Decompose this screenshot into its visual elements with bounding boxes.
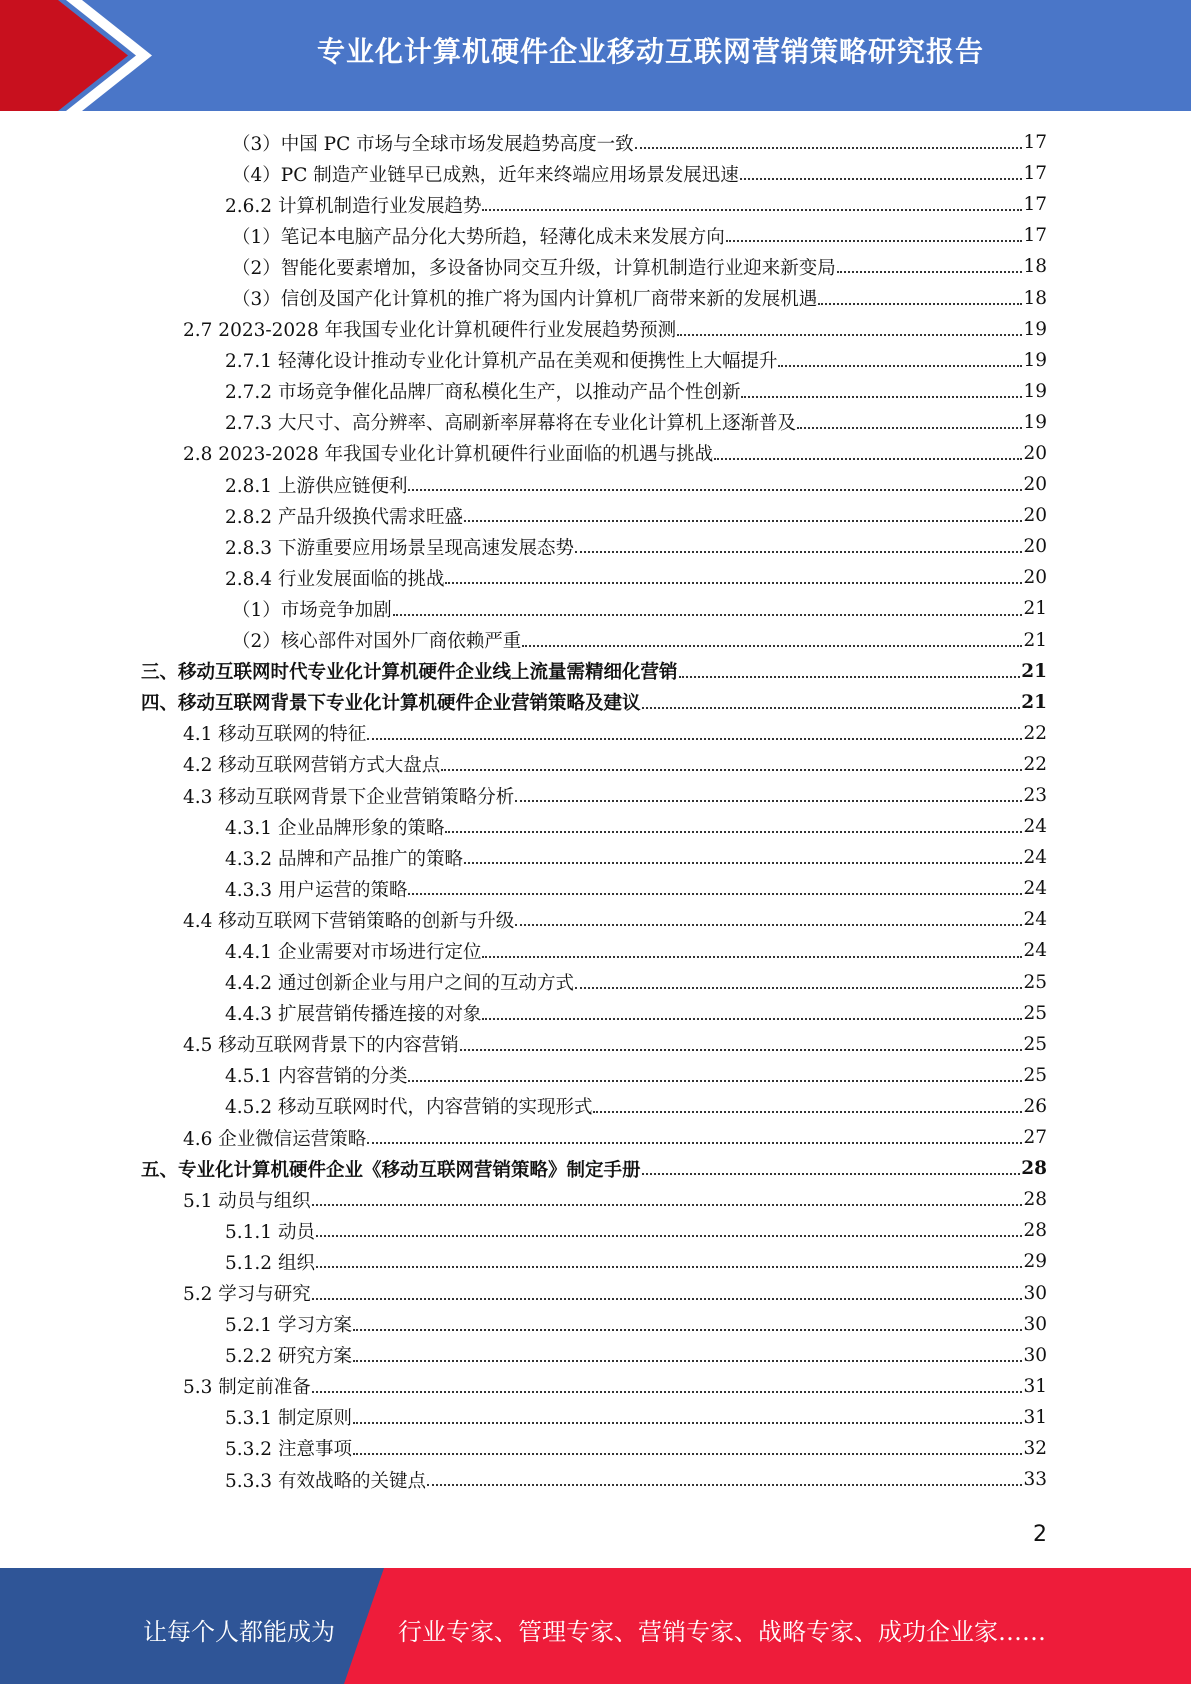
- toc-entry-title: 4.2 移动互联网营销方式大盘点: [183, 755, 441, 777]
- toc-entry[interactable]: [0, 407, 1191, 438]
- toc-entry[interactable]: [0, 1340, 1191, 1371]
- toc-dot-leader: [312, 1297, 1023, 1300]
- toc-dot-leader: [677, 333, 1022, 336]
- toc-entry[interactable]: [0, 593, 1191, 624]
- toc-entry[interactable]: [0, 1215, 1191, 1246]
- toc-entry-title: 4.3.1 企业品牌形象的策略: [225, 817, 445, 839]
- toc-entry-page: 18: [1023, 256, 1047, 278]
- toc-dot-leader: [837, 270, 1023, 273]
- toc-entry-page: 17: [1023, 225, 1047, 247]
- toc-entry-page: 24: [1023, 878, 1047, 900]
- toc-dot-leader: [445, 830, 1022, 833]
- toc-entry-page: 17: [1023, 163, 1047, 185]
- toc-entry[interactable]: [0, 345, 1191, 376]
- toc-dot-leader: [482, 1017, 1022, 1020]
- toc-entry-page: 21: [1023, 629, 1047, 651]
- toc-entry[interactable]: [0, 220, 1191, 251]
- toc-entry-title: 2.6.2 计算机制造行业发展趋势: [225, 195, 482, 217]
- toc-entry[interactable]: [0, 1153, 1191, 1184]
- toc-entry-page: 23: [1023, 785, 1047, 807]
- toc-entry[interactable]: [0, 469, 1191, 500]
- toc-entry-title: 4.3.2 品牌和产品推广的策略: [225, 848, 463, 870]
- toc-entry[interactable]: [0, 1309, 1191, 1340]
- toc-entry-title: 4.3 移动互联网背景下企业营销策略分析: [183, 786, 515, 808]
- toc-entry-title: 2.7.1 轻薄化设计推动专业化计算机产品在美观和便携性上大幅提升: [225, 351, 778, 373]
- toc-entry-title: 4.5 移动互联网背景下的内容营销: [183, 1035, 459, 1057]
- toc-dot-leader: [441, 768, 1022, 771]
- toc-dot-leader: [482, 208, 1022, 211]
- toc-dot-leader: [740, 177, 1023, 180]
- header-title: 专业化计算机硬件企业移动互联网营销策略研究报告: [316, 35, 984, 68]
- toc-dot-leader: [464, 519, 1022, 522]
- toc-entry[interactable]: [0, 251, 1191, 282]
- toc-entry[interactable]: [0, 780, 1191, 811]
- toc-dot-leader: [818, 302, 1022, 305]
- toc-dot-leader: [353, 1328, 1023, 1331]
- toc-entry-title: 4.5.2 移动互联网时代，内容营销的实现形式: [225, 1097, 593, 1119]
- toc-dot-leader: [408, 1079, 1022, 1082]
- toc-entry[interactable]: [0, 1371, 1191, 1402]
- toc-entry-title: （4）PC 制造产业链早已成熟，近年来终端应用场景发展迅速: [232, 164, 739, 186]
- toc-entry-page: 24: [1023, 847, 1047, 869]
- toc-entry-title: （1）市场竞争加剧: [232, 599, 392, 621]
- toc-entry[interactable]: [0, 873, 1191, 904]
- toc-entry-page: 20: [1023, 536, 1047, 558]
- toc-entry-title: 2.8 2023-2028 年我国专业化计算机硬件行业面临的机遇与挑战: [183, 444, 714, 466]
- toc-entry-title: 2.8.2 产品升级换代需求旺盛: [225, 506, 463, 528]
- toc-dot-leader: [367, 737, 1022, 740]
- toc-dot-leader: [515, 923, 1022, 926]
- toc-entry[interactable]: [0, 1464, 1191, 1495]
- toc-entry-title: 5.2.2 研究方案: [225, 1346, 352, 1368]
- toc-entry-title: （3）中国 PC 市场与全球市场发展趋势高度一致: [232, 133, 634, 155]
- toc-entry-page: 21: [1023, 598, 1047, 620]
- toc-entry-title: 2.8.1 上游供应链便利: [225, 475, 408, 497]
- toc-entry-page: 25: [1023, 971, 1047, 993]
- toc-entry-page: 28: [1023, 1220, 1047, 1242]
- toc-entry-title: 4.4 移动互联网下营销策略的创新与升级: [183, 910, 515, 932]
- toc-entry[interactable]: [0, 967, 1191, 998]
- toc-entry-title: 4.3.3 用户运营的策略: [225, 879, 408, 901]
- toc-entry-page: 21: [1021, 691, 1047, 713]
- toc-entry-title: 5.2.1 学习方案: [225, 1315, 352, 1337]
- toc-entry-page: 30: [1023, 1313, 1047, 1335]
- toc-entry-page: 27: [1023, 1127, 1047, 1149]
- toc-dot-leader: [741, 395, 1022, 398]
- toc-entry-page: 19: [1023, 411, 1047, 433]
- toc-entry[interactable]: [0, 127, 1191, 158]
- toc-dot-leader: [393, 613, 1023, 616]
- toc-dot-leader: [482, 955, 1022, 958]
- toc-dot-leader: [575, 986, 1022, 989]
- toc-entry[interactable]: [0, 1433, 1191, 1464]
- toc-dot-leader: [522, 644, 1022, 647]
- toc-entry-title: 4.4.3 扩展营销传播连接的对象: [225, 1004, 482, 1026]
- page-header: [0, 0, 1191, 111]
- toc-entry[interactable]: [0, 314, 1191, 345]
- toc-dot-leader: [460, 1048, 1023, 1051]
- toc-entry-title: 五、专业化计算机硬件企业《移动互联网营销策略》制定手册: [141, 1159, 641, 1181]
- table-of-contents: [0, 127, 1191, 1495]
- toc-entry-page: 26: [1023, 1095, 1047, 1117]
- toc-entry-page: 28: [1023, 1189, 1047, 1211]
- toc-entry[interactable]: [0, 531, 1191, 562]
- toc-entry-page: 33: [1023, 1469, 1047, 1491]
- toc-entry-title: （2）核心部件对国外厂商依赖严重: [232, 631, 522, 653]
- toc-entry-page: 17: [1023, 194, 1047, 216]
- toc-entry-page: 31: [1023, 1406, 1047, 1428]
- toc-entry-title: 4.4.1 企业需要对市场进行定位: [225, 941, 482, 963]
- toc-entry-title: 5.3.3 有效战略的关键点: [225, 1470, 426, 1492]
- page-number: 2: [1033, 1522, 1047, 1547]
- toc-entry[interactable]: [0, 935, 1191, 966]
- toc-dot-leader: [316, 1234, 1023, 1237]
- toc-entry[interactable]: [0, 1402, 1191, 1433]
- toc-entry-page: 32: [1023, 1437, 1047, 1459]
- toc-entry-title: 2.7 2023-2028 年我国专业化计算机硬件行业发展趋势预测: [183, 320, 677, 342]
- toc-entry[interactable]: [0, 500, 1191, 531]
- toc-entry[interactable]: [0, 562, 1191, 593]
- toc-dot-leader: [642, 706, 1021, 709]
- toc-entry-title: 5.3 制定前准备: [183, 1377, 311, 1399]
- toc-entry[interactable]: [0, 998, 1191, 1029]
- toc-entry-page: 22: [1023, 722, 1047, 744]
- toc-entry-page: 24: [1023, 816, 1047, 838]
- toc-entry[interactable]: [0, 282, 1191, 313]
- toc-entry-title: 4.6 企业微信运营策略: [183, 1128, 367, 1150]
- toc-entry[interactable]: [0, 1122, 1191, 1153]
- toc-entry[interactable]: [0, 438, 1191, 469]
- toc-entry-title: 5.2 学习与研究: [183, 1284, 311, 1306]
- toc-dot-leader: [797, 426, 1022, 429]
- toc-dot-leader: [367, 1141, 1022, 1144]
- toc-entry-page: 20: [1023, 474, 1047, 496]
- toc-entry[interactable]: [0, 376, 1191, 407]
- toc-entry-page: 19: [1023, 318, 1047, 340]
- toc-entry-page: 28: [1021, 1158, 1047, 1180]
- toc-dot-leader: [427, 1483, 1022, 1486]
- toc-entry-page: 30: [1023, 1344, 1047, 1366]
- toc-entry-title: 2.7.3 大尺寸、高分辨率、高刷新率屏幕将在专业化计算机上逐渐普及: [225, 413, 796, 435]
- toc-entry[interactable]: [0, 189, 1191, 220]
- toc-entry-title: 2.7.2 市场竞争催化品牌厂商私模化生产，以推动产品个性创新: [225, 382, 741, 404]
- toc-dot-leader: [635, 146, 1023, 149]
- toc-entry-page: 24: [1023, 909, 1047, 931]
- toc-entry-page: 30: [1023, 1282, 1047, 1304]
- toc-entry-title: 四、移动互联网背景下专业化计算机硬件企业营销策略及建议: [141, 693, 641, 715]
- toc-dot-leader: [778, 364, 1022, 367]
- toc-dot-leader: [714, 457, 1022, 460]
- toc-entry[interactable]: [0, 625, 1191, 656]
- page-footer: [0, 1568, 1191, 1684]
- toc-entry[interactable]: [0, 1277, 1191, 1308]
- toc-entry[interactable]: [0, 904, 1191, 935]
- toc-entry-page: 25: [1023, 1064, 1047, 1086]
- toc-entry-title: 4.4.2 通过创新企业与用户之间的互动方式: [225, 973, 574, 995]
- toc-entry-page: 31: [1023, 1375, 1047, 1397]
- toc-entry-page: 20: [1023, 505, 1047, 527]
- toc-dot-leader: [408, 892, 1022, 895]
- toc-dot-leader: [726, 239, 1023, 242]
- toc-entry[interactable]: [0, 749, 1191, 780]
- toc-entry-page: 25: [1023, 1033, 1047, 1055]
- toc-dot-leader: [312, 1203, 1023, 1206]
- toc-entry-title: （3）信创及国产化计算机的推广将为国内计算机厂商带来新的发展机遇: [232, 289, 818, 311]
- toc-entry-page: 20: [1023, 567, 1047, 589]
- toc-dot-leader: [679, 675, 1021, 678]
- toc-entry[interactable]: [0, 656, 1191, 687]
- toc-entry-title: 三、移动互联网时代专业化计算机硬件企业线上流量需精细化营销: [141, 662, 678, 684]
- toc-entry[interactable]: [0, 687, 1191, 718]
- toc-entry-title: 4.1 移动互联网的特征: [183, 724, 367, 746]
- toc-entry[interactable]: [0, 1029, 1191, 1060]
- toc-dot-leader: [312, 1390, 1023, 1393]
- toc-dot-leader: [408, 488, 1022, 491]
- toc-entry[interactable]: [0, 842, 1191, 873]
- toc-entry-title: 5.1.2 组织: [225, 1252, 315, 1274]
- toc-entry-title: （2）智能化要素增加，多设备协同交互升级，计算机制造行业迎来新变局: [232, 257, 836, 279]
- toc-entry[interactable]: [0, 1091, 1191, 1122]
- footer-slogan-right: 行业专家、管理专家、营销专家、战略专家、成功企业家……: [398, 1618, 1046, 1646]
- toc-entry[interactable]: [0, 158, 1191, 189]
- header-arrow-decoration: [0, 0, 160, 111]
- toc-dot-leader: [445, 581, 1022, 584]
- toc-entry-title: 4.5.1 内容营销的分类: [225, 1066, 408, 1088]
- toc-entry-page: 21: [1021, 660, 1047, 682]
- toc-dot-leader: [353, 1421, 1023, 1424]
- toc-entry-page: 20: [1023, 442, 1047, 464]
- toc-entry-title: （1）笔记本电脑产品分化大势所趋，轻薄化成未来发展方向: [232, 226, 725, 248]
- toc-dot-leader: [593, 1110, 1022, 1113]
- toc-entry-page: 24: [1023, 940, 1047, 962]
- toc-entry-title: 2.8.3 下游重要应用场景呈现高速发展态势: [225, 537, 574, 559]
- toc-entry-page: 18: [1023, 287, 1047, 309]
- toc-entry-page: 17: [1023, 132, 1047, 154]
- toc-entry[interactable]: [0, 811, 1191, 842]
- toc-entry-page: 25: [1023, 1002, 1047, 1024]
- toc-entry[interactable]: [0, 1184, 1191, 1215]
- toc-entry-page: 19: [1023, 349, 1047, 371]
- toc-dot-leader: [353, 1359, 1023, 1362]
- toc-entry-page: 22: [1023, 753, 1047, 775]
- toc-entry[interactable]: [0, 1246, 1191, 1277]
- toc-entry-title: 5.3.2 注意事项: [225, 1439, 352, 1461]
- toc-dot-leader: [464, 861, 1022, 864]
- toc-entry-title: 5.3.1 制定原则: [225, 1408, 352, 1430]
- footer-slogan-left: 让每个人都能成为: [143, 1618, 335, 1646]
- toc-entry-page: 19: [1023, 380, 1047, 402]
- toc-dot-leader: [353, 1452, 1023, 1455]
- toc-entry[interactable]: [0, 1060, 1191, 1091]
- toc-entry-title: 2.8.4 行业发展面临的挑战: [225, 568, 445, 590]
- toc-entry-page: 29: [1023, 1251, 1047, 1273]
- toc-dot-leader: [515, 799, 1022, 802]
- toc-entry-title: 5.1 动员与组织: [183, 1190, 311, 1212]
- toc-entry[interactable]: [0, 718, 1191, 749]
- toc-dot-leader: [316, 1265, 1023, 1268]
- toc-dot-leader: [575, 550, 1022, 553]
- toc-entry-title: 5.1.1 动员: [225, 1221, 315, 1243]
- toc-dot-leader: [642, 1172, 1021, 1175]
